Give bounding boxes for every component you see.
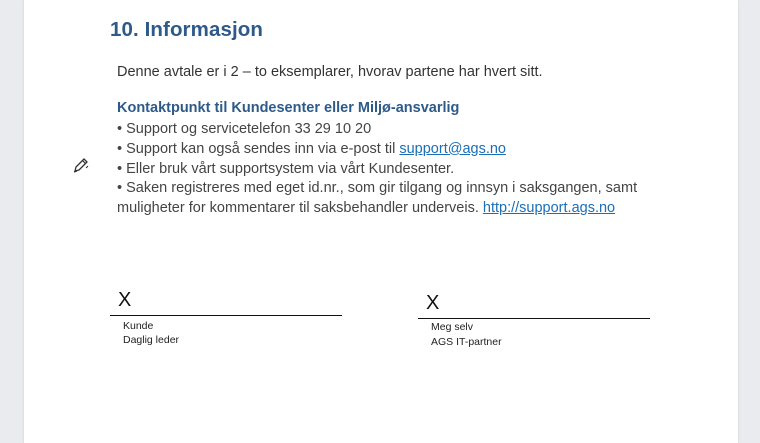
bullet-email-text: • Support kan også sendes inn via e-post til xyxy=(117,140,400,157)
signature-block-left xyxy=(110,289,342,349)
bullet-email xyxy=(117,140,707,160)
contact-bullet-list xyxy=(117,120,707,219)
bullet-phone: • Support og servicetelefon 33 29 10 20 xyxy=(117,121,372,137)
agreement-paragraph: Denne avtale er i 2 – to eksemplarer, hvorav partene har hvert sitt. xyxy=(117,64,543,80)
support-email-link[interactable]: support@ags.no xyxy=(399,140,506,157)
signature-line-left xyxy=(110,315,342,316)
signature-line-right xyxy=(418,318,650,319)
signature-mark-left: X xyxy=(118,289,132,311)
signature-mark-right: X xyxy=(426,292,440,314)
bullet-registration xyxy=(117,179,707,219)
signature-title-right: AGS IT-partner xyxy=(431,336,502,348)
bullet-support-system: • Eller bruk vårt supportsystem via vårt Kundesenter. xyxy=(117,160,455,177)
signature-title-left: Daglig leder xyxy=(123,334,180,346)
signature-role-right: Meg selv xyxy=(431,321,474,333)
bullet-registration-text: • Saken registreres med eget id.nr., som gir tilgang og innsyn i saksgangen, samt muligheter for kommentarer til saksbehandler underveis. xyxy=(117,180,638,217)
document-page xyxy=(24,0,738,443)
section-heading: 10. Informasjon xyxy=(110,18,264,41)
support-site-link[interactable]: http://support.ags.no xyxy=(482,200,616,217)
contact-heading: Kontaktpunkt til Kundesenter eller Miljø-ansvarlig xyxy=(117,100,460,116)
pen-edit-icon[interactable] xyxy=(72,156,90,174)
signature-block-right xyxy=(418,292,650,352)
signature-role-left: Kunde xyxy=(123,320,154,332)
